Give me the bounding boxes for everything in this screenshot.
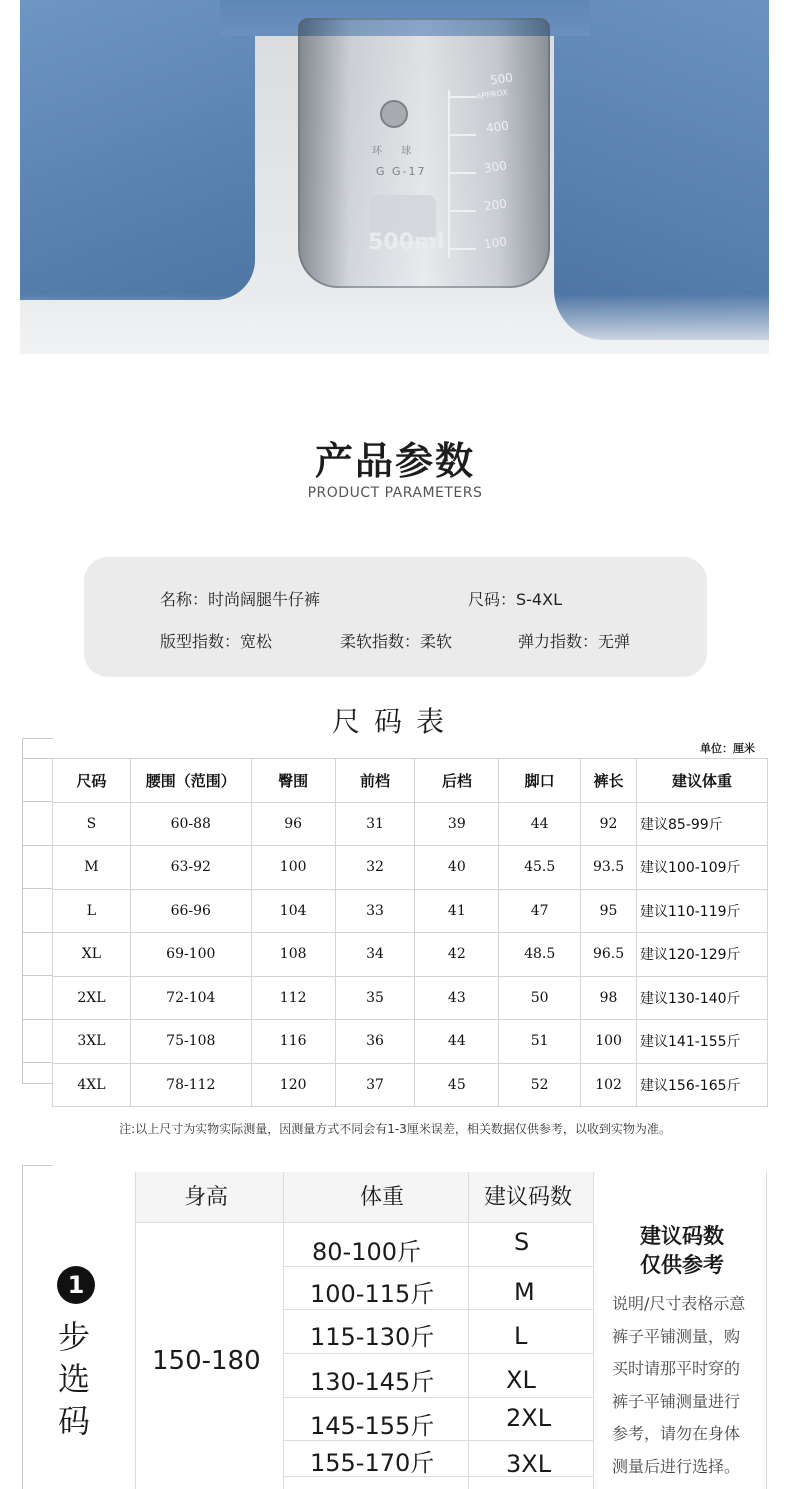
table-row (53, 933, 768, 977)
step-size: 3XL (506, 1450, 552, 1478)
grid-line (593, 1172, 594, 1489)
table-cell: 120 (251, 1063, 335, 1107)
beaker-mark: 300 (483, 158, 508, 176)
step-aside-text: 裤子平铺测量进行 (612, 1392, 741, 1411)
grid-line (135, 1172, 136, 1489)
table-cell: 44 (415, 1020, 499, 1064)
step-aside-text: 说明/尺寸表格示意 (612, 1294, 746, 1313)
step-header-size: 建议码数 (484, 1185, 573, 1210)
section-title: 产品参数 (314, 439, 475, 483)
header-cell: 前档 (335, 759, 415, 803)
header-cell: 尺码 (53, 759, 131, 803)
table-cell: 32 (335, 846, 415, 890)
table-cell: 37 (335, 1063, 415, 1107)
header-cell: 脚口 (499, 759, 581, 803)
beaker-tick (448, 210, 476, 212)
table-cell: 39 (415, 802, 499, 846)
table-cell: 60-88 (130, 802, 251, 846)
table-cell: 43 (415, 976, 499, 1020)
grid-line (283, 1172, 284, 1489)
table-cell: XL (53, 933, 131, 977)
step-aside-title: 建议码数 (640, 1224, 724, 1248)
step-size: M (514, 1278, 535, 1306)
beaker-tick (448, 172, 476, 174)
beaker-tick (448, 134, 476, 136)
table-cell: 建议85-99斤 (637, 802, 768, 846)
table-cell: 69-100 (130, 933, 251, 977)
table-cell: 96.5 (581, 933, 637, 977)
step-label-char: 步 (58, 1318, 91, 1356)
table-cell: 建议110-119斤 (637, 889, 768, 933)
table-cell: 42 (415, 933, 499, 977)
table-cell: 104 (251, 889, 335, 933)
table-row (53, 1063, 768, 1107)
table-cell: 100 (251, 846, 335, 890)
beaker-mark: 500 (489, 70, 514, 88)
table-cell: S (53, 802, 131, 846)
table-cell: 92 (581, 802, 637, 846)
step-aside-text: 裤子平铺测量，购 (612, 1327, 741, 1346)
header-cell: 建议体重 (637, 759, 768, 803)
table-row (53, 976, 768, 1020)
table-cell: 建议130-140斤 (637, 976, 768, 1020)
param-fit: 版型指数：宽松 (160, 632, 273, 651)
header-cell: 腰围（范围） (130, 759, 251, 803)
product-photo (20, 0, 769, 354)
table-cell: 34 (335, 933, 415, 977)
grid-line (468, 1172, 469, 1489)
step-header-weight: 体重 (360, 1185, 405, 1210)
step-size: XL (506, 1366, 536, 1394)
grid-line (283, 1353, 593, 1354)
table-cell: 44 (499, 802, 581, 846)
table-cell: 96 (251, 802, 335, 846)
denim-right-leg (554, 0, 769, 340)
table-cell: 36 (335, 1020, 415, 1064)
param-elasticity: 弹力指数：无弹 (518, 632, 631, 651)
table-row (53, 802, 768, 846)
table-cell: 2XL (53, 976, 131, 1020)
header-cell: 臀围 (251, 759, 335, 803)
beaker-mark: 100 (483, 234, 508, 252)
param-name: 名称：时尚阔腿牛仔裤 (160, 590, 321, 609)
step-frame-top (22, 1165, 52, 1166)
beaker-approx: APPROX (475, 87, 509, 102)
step-size: 2XL (506, 1404, 552, 1432)
measuring-beaker (298, 18, 550, 288)
table-cell: 63-92 (130, 846, 251, 890)
table-cell: 40 (415, 846, 499, 890)
table-cell: 100 (581, 1020, 637, 1064)
step-weight: 145-155斤 (310, 1412, 435, 1440)
table-cell: 78-112 (130, 1063, 251, 1107)
param-softness: 柔软指数：柔软 (340, 632, 453, 651)
table-cell: 35 (335, 976, 415, 1020)
table-row (53, 889, 768, 933)
beaker-volume: 500ml (368, 230, 445, 255)
table-cell: 75-108 (130, 1020, 251, 1064)
table-cell: M (53, 846, 131, 890)
table-cell: 112 (251, 976, 335, 1020)
step-size: S (514, 1228, 530, 1256)
grid-line (135, 1222, 593, 1223)
param-size: 尺码：S-4XL (468, 590, 562, 609)
table-cell: 52 (499, 1063, 581, 1107)
table-cell: L (53, 889, 131, 933)
size-chart-title: 尺码表 (331, 705, 458, 738)
table-row (53, 846, 768, 890)
step-aside-subtitle: 仅供参考 (640, 1253, 724, 1277)
step-aside-text: 参考，请勿在身体 (612, 1424, 741, 1443)
grid-line (283, 1309, 593, 1310)
beaker-mark: 200 (483, 196, 508, 214)
table-cell: 41 (415, 889, 499, 933)
table-cell: 3XL (53, 1020, 131, 1064)
table-cell: 50 (499, 976, 581, 1020)
table-cell: 建议100-109斤 (637, 846, 768, 890)
step-height-range: 150-180 (152, 1346, 261, 1376)
step-aside-text: 买时请那平时穿的 (612, 1359, 741, 1378)
beaker-model: G G-17 (376, 165, 427, 178)
section-subtitle: PRODUCT PARAMETERS (307, 485, 483, 501)
beaker-logo-icon (380, 100, 408, 128)
table-row (53, 1020, 768, 1064)
table-cell: 33 (335, 889, 415, 933)
params-card (84, 557, 707, 677)
table-cell: 31 (335, 802, 415, 846)
table-cell: 48.5 (499, 933, 581, 977)
table-cell: 建议156-165斤 (637, 1063, 768, 1107)
beaker-brand: 环 球 (372, 146, 420, 157)
step-aside-text: 测量后进行选择。 (612, 1457, 741, 1476)
size-chart-table (52, 758, 768, 1107)
size-chart-note: 注:以上尺寸为实物实际测量，因测量方式不同会有1-3厘米误差，相关数据仅供参考，以收到实物为准。 (119, 1122, 671, 1136)
step-label-char: 选 (58, 1360, 91, 1398)
step-weight: 155-170斤 (310, 1449, 435, 1477)
step-number-badge: 1 (57, 1266, 95, 1304)
size-chart-side-lines (22, 738, 52, 1084)
size-chart-header-row (53, 759, 768, 803)
header-cell: 裤长 (581, 759, 637, 803)
table-cell: 45.5 (499, 846, 581, 890)
table-cell: 93.5 (581, 846, 637, 890)
table-cell: 116 (251, 1020, 335, 1064)
beaker-mark: 400 (485, 118, 510, 136)
table-cell: 45 (415, 1063, 499, 1107)
grid-line (283, 1397, 593, 1398)
step-label-char: 码 (58, 1402, 91, 1440)
step-size: L (514, 1322, 528, 1350)
step-weight: 130-145斤 (310, 1368, 435, 1396)
table-cell: 102 (581, 1063, 637, 1107)
denim-left-leg (20, 0, 255, 300)
photo-shadow (20, 294, 769, 354)
step-header-height: 身高 (184, 1185, 229, 1210)
table-cell: 47 (499, 889, 581, 933)
header-cell: 后档 (415, 759, 499, 803)
step-weight: 115-130斤 (310, 1323, 435, 1351)
step-weight: 80-100斤 (312, 1238, 422, 1266)
table-cell: 108 (251, 933, 335, 977)
table-cell: 98 (581, 976, 637, 1020)
table-cell: 建议141-155斤 (637, 1020, 768, 1064)
table-cell: 95 (581, 889, 637, 933)
step-weight: 100-115斤 (310, 1280, 435, 1308)
step-frame-left (22, 1165, 23, 1489)
table-cell: 72-104 (130, 976, 251, 1020)
table-cell: 66-96 (130, 889, 251, 933)
table-cell: 建议120-129斤 (637, 933, 768, 977)
table-cell: 51 (499, 1020, 581, 1064)
beaker-tick (448, 248, 476, 250)
beaker-scale (448, 90, 450, 258)
size-chart-unit: 单位：厘米 (700, 742, 755, 755)
beaker-tick (448, 96, 476, 98)
table-cell: 4XL (53, 1063, 131, 1107)
